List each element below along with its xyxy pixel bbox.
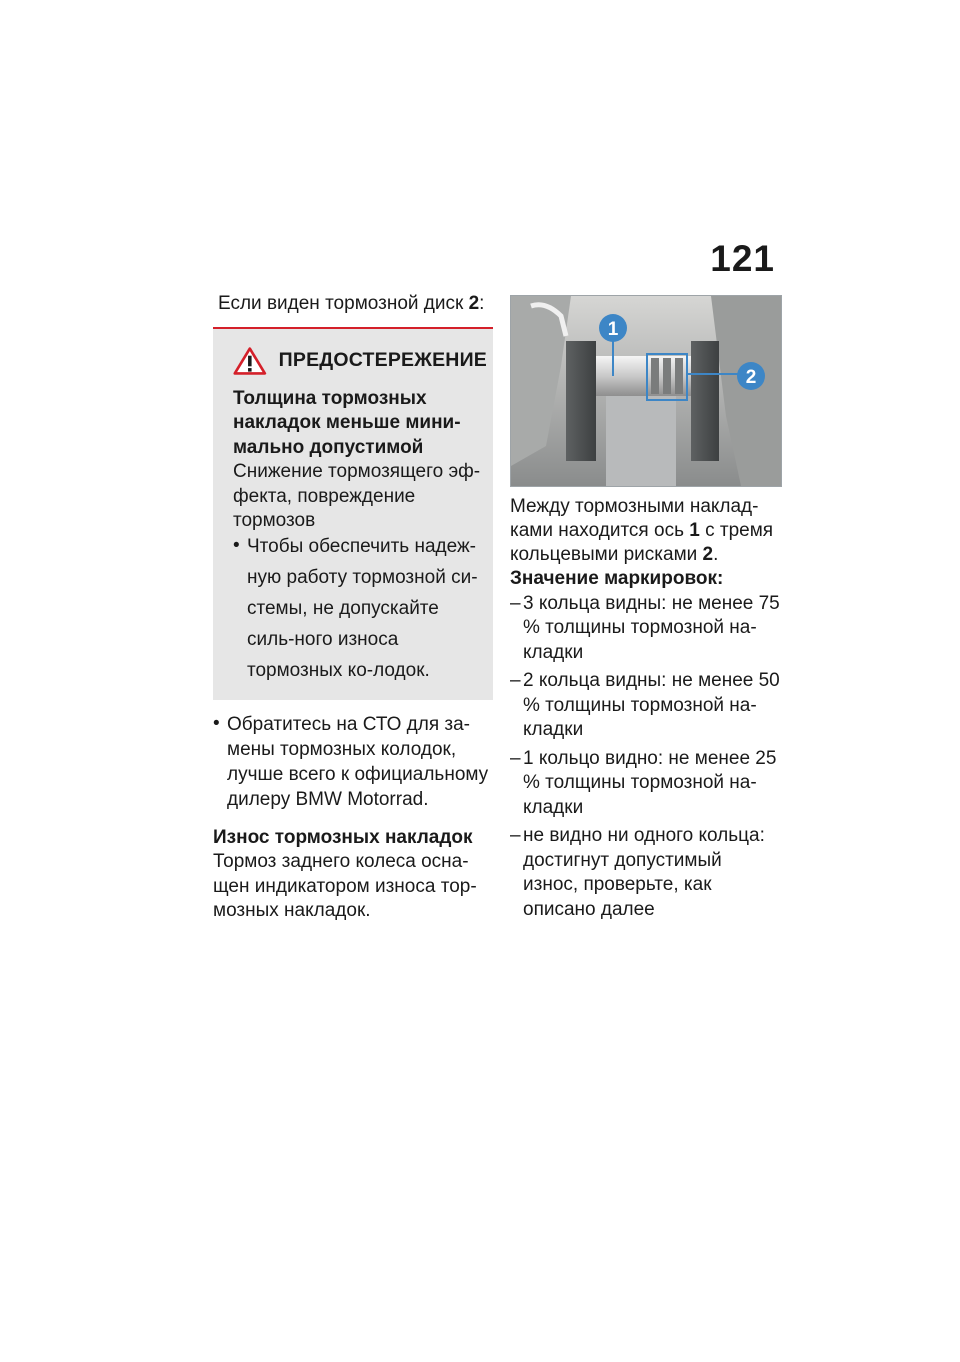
- brake-caliper-illustration: [511, 296, 781, 486]
- bullet-marker: •: [233, 534, 240, 556]
- section-heading: Износ тормозных накладок: [213, 826, 473, 848]
- callout-1-label: 1: [607, 319, 619, 340]
- desc-text-b: с тремя кольцевыми рисками: [510, 520, 774, 565]
- warning-triangle-icon: [233, 345, 267, 377]
- section-paragraph: Тормоз заднего колеса осна-щен индикатором износа тор-мозных накладок.: [213, 851, 477, 921]
- intro-callout: 2: [468, 293, 480, 314]
- desc-text-a: Между тормозными наклад-ками находится ось: [510, 496, 759, 541]
- callout-2-label: 2: [745, 367, 757, 388]
- intro-tail: :: [479, 293, 485, 314]
- list-item: [510, 669, 782, 743]
- warning-subtitle: Толщина тормозных накладок меньше мини-мально допустимой: [233, 387, 461, 458]
- right-column: [510, 292, 782, 922]
- figure-description: [510, 495, 782, 567]
- action-bullet-text: Обратитесь на СТО для за-мены тормозных колодок, лучше всего к официальному дилеру BMW Motorrad.: [227, 713, 489, 810]
- list-item: [510, 824, 782, 922]
- dash-marker: –: [510, 670, 521, 691]
- list-item-text: 2 кольца видны: не менее 50 % толщины тормозной на-кладки: [523, 670, 780, 740]
- intro-paragraph: [218, 292, 493, 317]
- left-column: [213, 292, 493, 924]
- desc-callout-2: 2: [702, 544, 714, 565]
- list-item: [510, 747, 782, 821]
- dash-marker: –: [510, 592, 521, 614]
- markings-heading: Значение маркировок:: [510, 568, 724, 589]
- warning-bullet-text: Чтобы обеспечить надеж-ную работу тормозной си-стемы, не допускайте силь-ного износа тормозных ко-лодок.: [247, 535, 478, 681]
- warning-bullet: [233, 534, 487, 686]
- list-item-text: 3 кольца видны: не менее 75 % толщины тормозной на-кладки: [523, 592, 780, 663]
- desc-text-c: .: [713, 544, 719, 565]
- intro-text: Если виден тормозной диск: [218, 293, 469, 314]
- warning-text: Снижение тормозящего эф-фекта, повреждение тормозов: [233, 461, 481, 531]
- page-number: 121: [710, 238, 775, 279]
- brake-pad-figure: [510, 295, 782, 487]
- dash-marker: –: [510, 825, 521, 846]
- action-bullet: [213, 712, 493, 812]
- warning-box: [213, 329, 493, 700]
- warning-title: ПРЕДОСТЕРЕЖЕНИЕ: [278, 349, 487, 371]
- list-item: [510, 592, 782, 666]
- warning-header: [233, 345, 487, 377]
- markings-list: [510, 592, 782, 923]
- desc-callout-1: 1: [689, 520, 700, 541]
- dash-marker: –: [510, 747, 521, 769]
- list-item-text: 1 кольцо видно: не менее 25 % толщины тормозной на-кладки: [523, 747, 777, 818]
- bullet-marker: •: [213, 712, 220, 734]
- list-item-text: не видно ни одного кольца: достигнут допустимый износ, проверьте, как описано далее: [523, 825, 765, 920]
